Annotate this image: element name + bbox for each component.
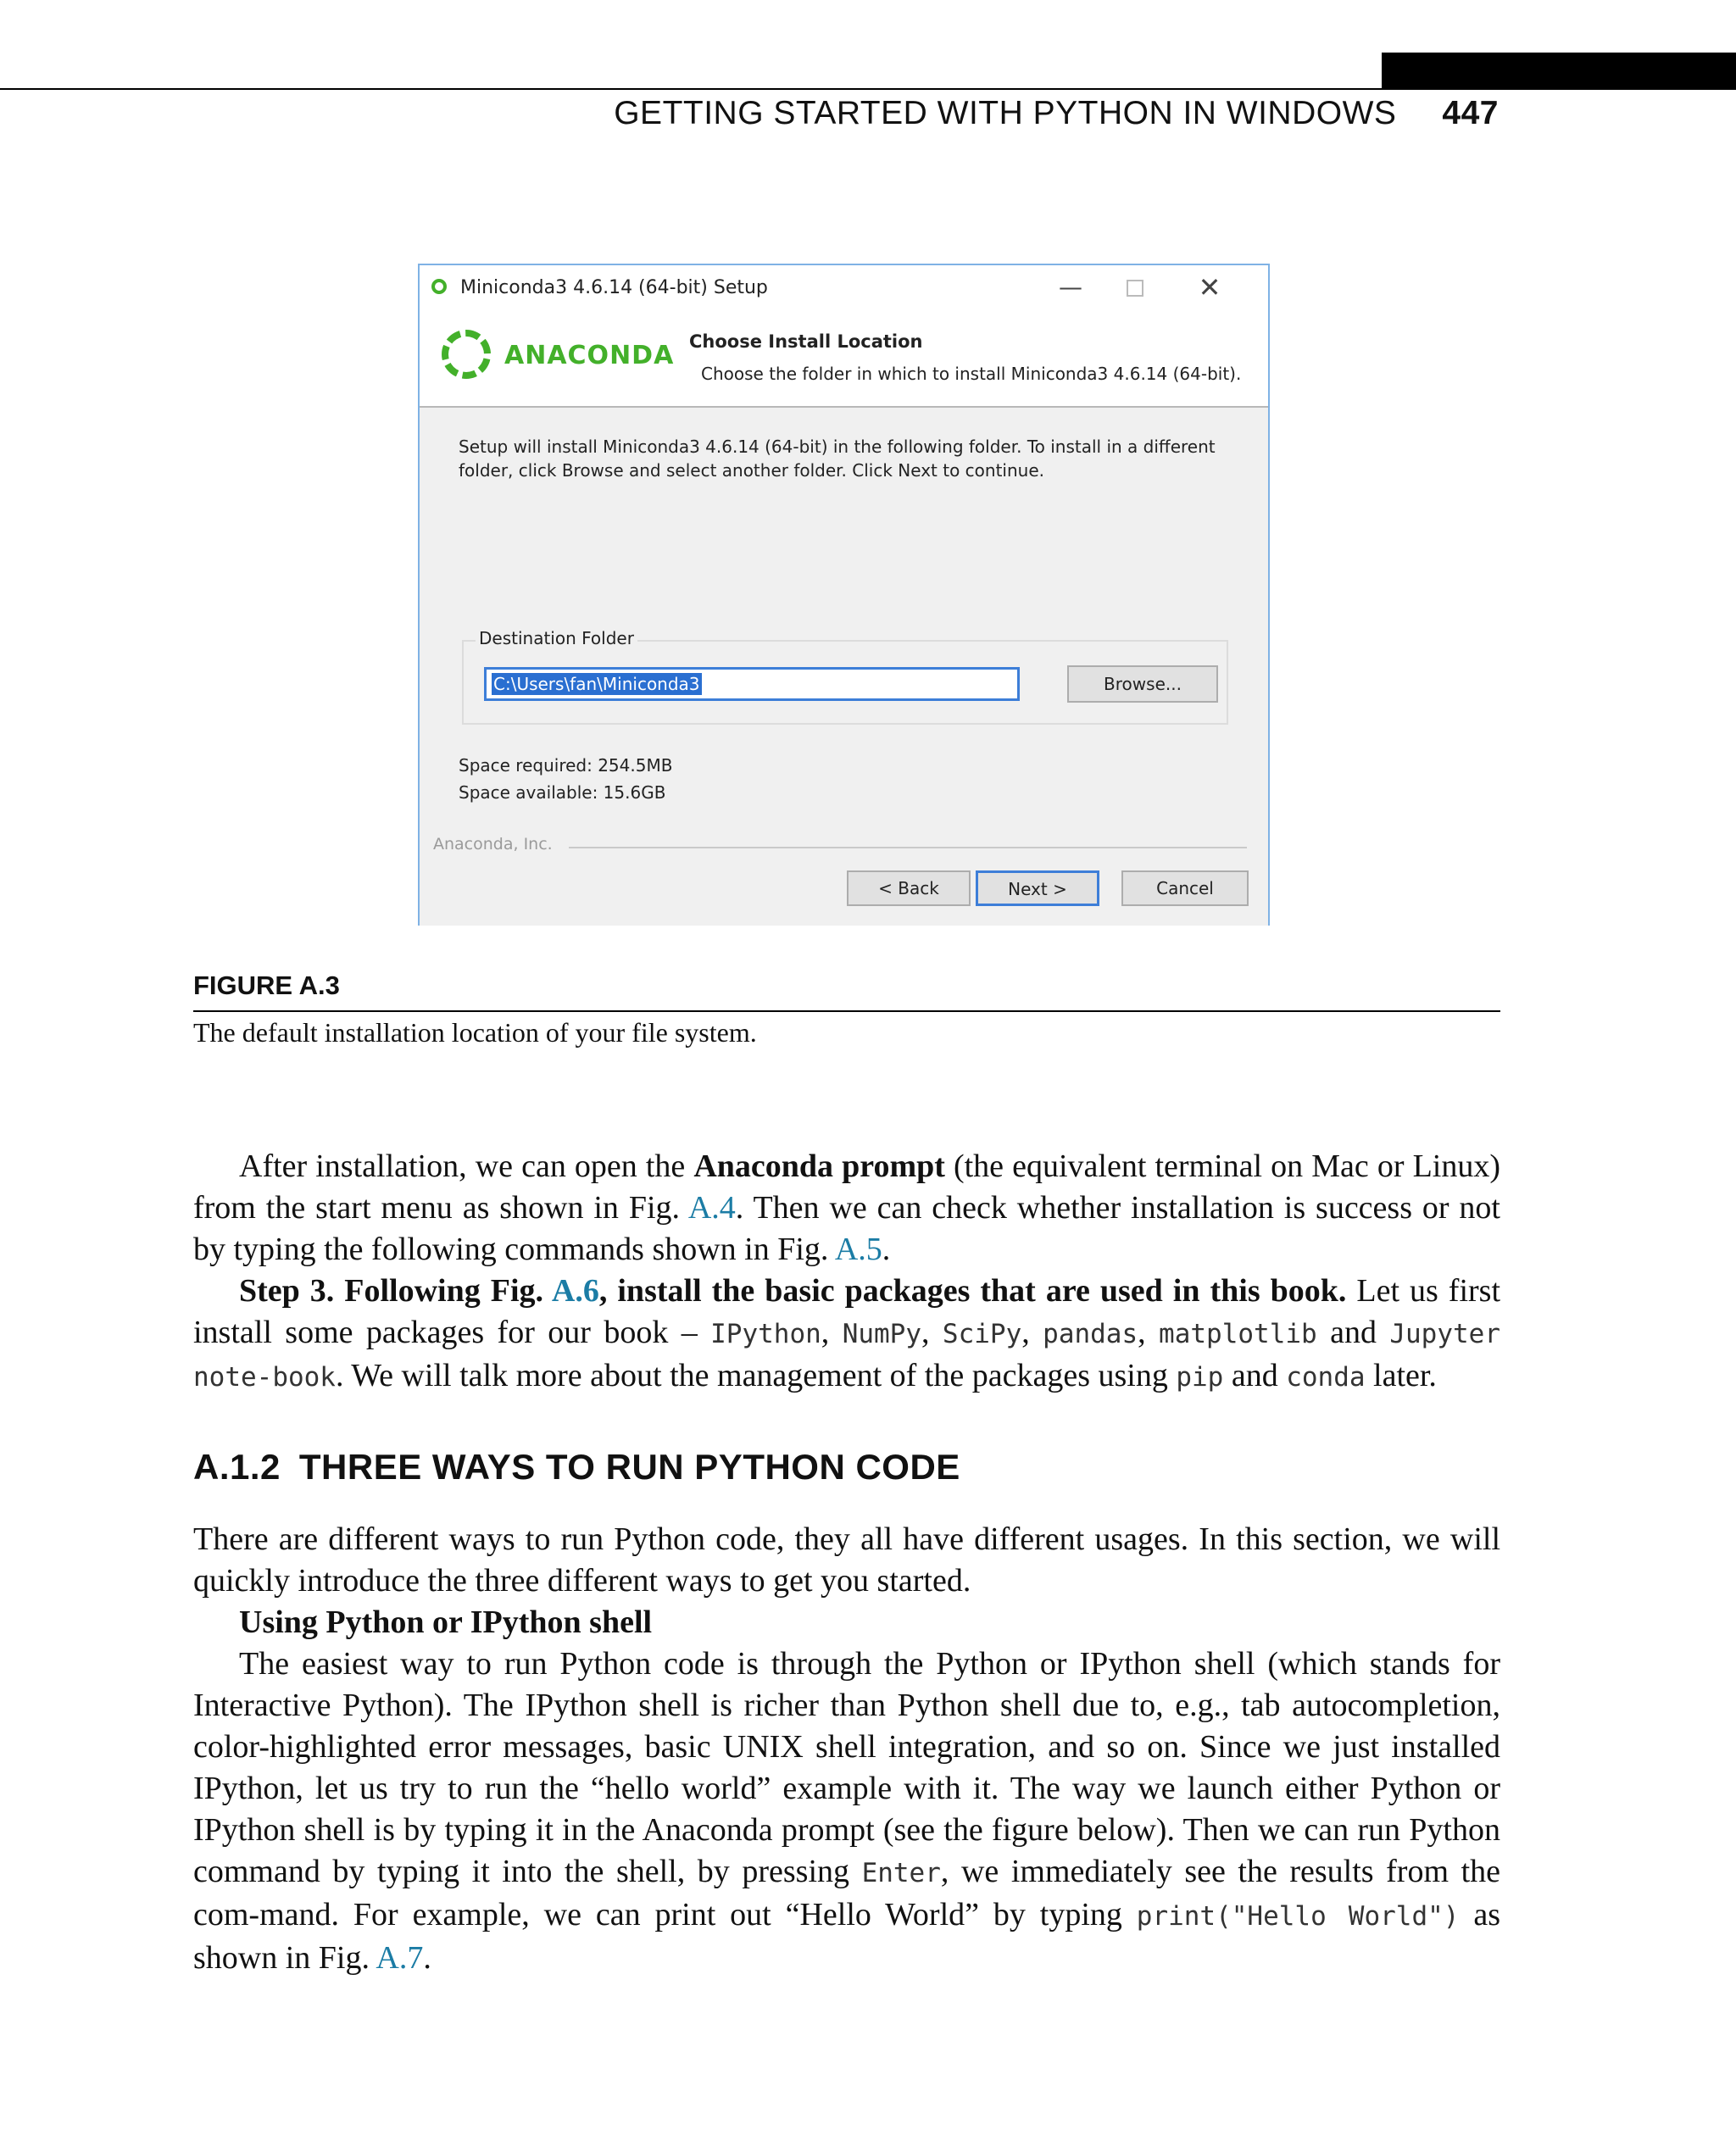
caption-rule (193, 1010, 1500, 1012)
text-run: (the equivalent terminal on Mac or Linux) from the start menu as shown in Fig. (193, 1148, 1500, 1226)
code-term: pip (1176, 1362, 1224, 1393)
close-button[interactable]: ✕ (1198, 271, 1221, 303)
running-header (614, 95, 1499, 142)
text-run: and (1316, 1315, 1390, 1350)
code-term: Enter (861, 1858, 941, 1888)
figure-ref-link[interactable]: A.7 (376, 1940, 424, 1976)
section-heading (193, 1447, 960, 1488)
destination-folder-value: C:\Users\fan\Miniconda3 (493, 674, 700, 694)
code-term: conda (1286, 1362, 1366, 1393)
text-run: Let us first install some packages for our book – (193, 1273, 1501, 1350)
brand-label: Anaconda, Inc. (433, 835, 553, 854)
figure-ref-link[interactable]: A.4 (687, 1190, 736, 1226)
cancel-button[interactable]: Cancel (1121, 870, 1249, 906)
installer-window (418, 264, 1270, 926)
paragraph-shell (193, 1643, 1500, 1979)
page-number: 447 (1442, 95, 1499, 131)
miniconda-app-icon (431, 279, 447, 294)
destination-folder-input[interactable] (484, 667, 1020, 701)
footer-divider (569, 847, 1247, 848)
anaconda-logo-text: ANACONDA (504, 341, 675, 370)
bold-step: , install the basic packages that are used in this book. (598, 1273, 1347, 1309)
maximize-button[interactable] (1118, 270, 1152, 304)
running-header-title: GETTING STARTED WITH PYTHON IN WINDOWS (614, 95, 1397, 131)
code-term: pandas (1043, 1319, 1138, 1349)
next-button[interactable]: Next > (976, 870, 1099, 906)
back-button[interactable]: < Back (847, 870, 971, 906)
paragraph-intro: There are different ways to run Python code, they all have different usages. In this section, we will quickly introduce the three different ways to get you started. (193, 1521, 1500, 1599)
body-text-block-2 (193, 1519, 1500, 1979)
header-rule (0, 88, 1736, 90)
figure-ref-link[interactable]: A.5 (834, 1232, 882, 1267)
space-available: Space available: 15.6GB (459, 782, 666, 803)
maximize-icon (1127, 280, 1143, 297)
text-run: . (882, 1232, 891, 1267)
anaconda-logo-icon (442, 330, 491, 379)
figure-caption: The default installation location of your file system. (193, 1017, 757, 1048)
window-title: Miniconda3 4.6.14 (64-bit) Setup (460, 277, 768, 298)
text-run: . Then we can check whether installation is success or not by typing the following commands shown in Fig. (193, 1190, 1500, 1267)
text-run: as shown in Fig. (193, 1897, 1500, 1976)
text-run: and (1223, 1358, 1287, 1393)
figure-label: FIGURE A.3 (193, 970, 340, 1000)
code-term: IPython (710, 1319, 821, 1349)
section-number: A.1.2 (193, 1447, 281, 1487)
installer-header-panel (420, 313, 1268, 408)
text-run: After installation, we can open the (239, 1148, 694, 1184)
window-titlebar (420, 265, 1268, 313)
paragraph-step-3: Step 3. Following Fig. A.6, install the basic packages that are used in this book. Let us first install some packages for our book – IPython, NumPy, SciPy, pandas, matplotlib and Jupyter note-book. We will talk more about the management of the packages using pip and conda later. (193, 1273, 1501, 1393)
figure-ref-link[interactable]: A.6 (551, 1273, 599, 1309)
text-run: The easiest way to run Python code is through the Python or IPython shell (which stands for Interactive Python). The IPython shell is richer than Python shell due to, e.g., tab autocompletion, color-highlighted error messages, basic UNIX shell integration, and so on. Since we just installed IPython, let us try to run the “hello world” example with it. The way we launch either Python or IPython shell is by typing it in the Anaconda prompt (see the figure below). Then we can run Python command by typing it into the shell, by pressing (193, 1646, 1500, 1889)
text-run: , we immediately see the results from the com-mand. For example, we can print out “Hello World” by typing (193, 1854, 1500, 1932)
destination-folder-label: Destination Folder (476, 628, 637, 648)
minimize-button[interactable]: — (1059, 273, 1082, 301)
code-term: print("Hello World") (1136, 1901, 1460, 1932)
bold-step: Step 3. Following Fig. (239, 1273, 552, 1309)
dialog-subheading: Choose the folder in which to install Miniconda3 4.6.14 (64-bit). (701, 364, 1242, 384)
text-run: . We will talk more about the management of the packages using (335, 1358, 1177, 1393)
destination-folder-group (462, 628, 1228, 725)
dialog-heading: Choose Install Location (689, 331, 923, 352)
install-instructions: Setup will install Miniconda3 4.6.14 (64-bit) in the following folder. To install in a different folder, click Browse and select another folder. Click Next to continue. (459, 437, 1216, 481)
header-black-bar (1382, 53, 1736, 88)
code-term: SciPy (942, 1319, 1022, 1349)
code-term: Jupyter note-book (193, 1319, 1501, 1393)
section-title: THREE WAYS TO RUN PYTHON CODE (298, 1447, 960, 1487)
text-run: . (423, 1940, 431, 1976)
code-term: matplotlib (1159, 1319, 1317, 1349)
bold-term: Anaconda prompt (693, 1148, 945, 1184)
body-text-block-1 (193, 1146, 1500, 1399)
subheading-python-shell (193, 1602, 1500, 1643)
space-required: Space required: 254.5MB (459, 755, 673, 776)
text-run: later. (1365, 1358, 1437, 1393)
run-heading: Using Python or IPython shell (239, 1604, 653, 1640)
paragraph-anaconda-prompt (193, 1146, 1500, 1271)
code-term: NumPy (842, 1319, 922, 1349)
browse-button[interactable]: Browse... (1067, 665, 1218, 703)
